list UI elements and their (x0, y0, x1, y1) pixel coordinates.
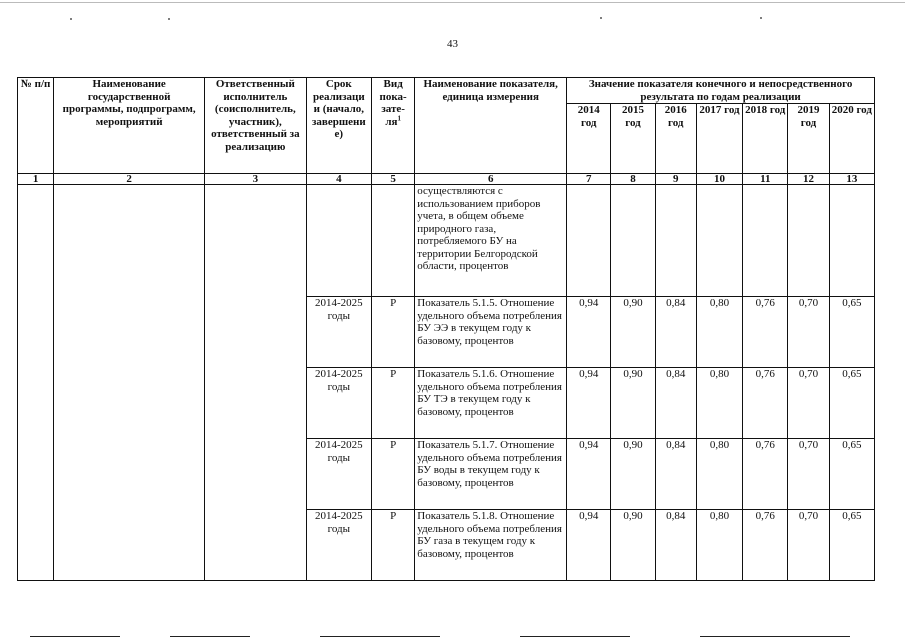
header-indicator-type: Вид пока- зате- $ля^1$ (372, 78, 415, 174)
scan-artifact (600, 17, 602, 19)
cell-period-empty (306, 185, 371, 297)
column-numbers-row (18, 174, 875, 185)
header-year: 2019 год (788, 104, 829, 174)
column-number: 1 (18, 174, 54, 185)
cell-value: 0,65 (829, 297, 874, 368)
header-year: 2014 год (567, 104, 611, 174)
cell-indicator: Показатель 5.1.5. Отношение удельного объема потребления БУ ЭЭ в текущем году к базовому, процентов (415, 297, 567, 368)
cell-value: 0,80 (696, 510, 742, 581)
cell-value-empty (611, 185, 655, 297)
cell-value: 0,80 (696, 368, 742, 439)
cell-value-empty (696, 185, 742, 297)
cell-value: 0,65 (829, 439, 874, 510)
cell-value: 0,65 (829, 510, 874, 581)
header-row-1 (18, 78, 875, 104)
scan-artifact (70, 18, 72, 20)
table-row-continuation (18, 185, 875, 297)
cell-value: 0,90 (611, 368, 655, 439)
cell-indicator: Показатель 5.1.8. Отношение удельного объема потребления БУ газа в текущем году к базовому, процентов (415, 510, 567, 581)
cell-value: 0,84 (655, 439, 696, 510)
scan-edge-bottom (320, 636, 440, 637)
cell-indicator: Показатель 5.1.6. Отношение удельного объема потребления БУ ТЭ в текущем году к базовому, процентов (415, 368, 567, 439)
cell-value: 0,70 (788, 297, 829, 368)
column-number: 2 (54, 174, 205, 185)
cell-value: 0,76 (743, 368, 788, 439)
cell-value: 0,76 (743, 439, 788, 510)
column-number: 10 (696, 174, 742, 185)
cell-value: 0,84 (655, 510, 696, 581)
cell-value: 0,70 (788, 439, 829, 510)
column-number: 4 (306, 174, 371, 185)
cell-value: 0,84 (655, 368, 696, 439)
cell-value: 0,94 (567, 439, 611, 510)
column-number: 12 (788, 174, 829, 185)
column-number: 11 (743, 174, 788, 185)
header-program-name: Наименование государственной программы, подпрограмм, мероприятий (54, 78, 205, 174)
header-year: 2016 год (655, 104, 696, 174)
cell-value: 0,94 (567, 368, 611, 439)
header-period: Срок реализаци и (начало, завершени е) (306, 78, 371, 174)
cell-period: 2014-2025 годы (306, 439, 371, 510)
header-number: № п/п (18, 78, 54, 174)
column-number: 3 (205, 174, 307, 185)
cell-value: 0,70 (788, 510, 829, 581)
cell-value: 0,80 (696, 439, 742, 510)
cell-value: 0,65 (829, 368, 874, 439)
cell-indicator-type: Р (372, 510, 415, 581)
cell-value: 0,90 (611, 439, 655, 510)
column-number: 8 (611, 174, 655, 185)
header-year: 2017 год (696, 104, 742, 174)
cell-type-empty (372, 185, 415, 297)
scan-edge-bottom (170, 636, 250, 637)
cell-value: 0,76 (743, 297, 788, 368)
scan-edge-bottom (700, 636, 850, 637)
header-indicator-name: Наименование показателя, единица измерения (415, 78, 567, 174)
page-number: 43 (447, 38, 458, 50)
cell-value-empty (743, 185, 788, 297)
cell-value: 0,70 (788, 368, 829, 439)
cell-indicator-type: Р (372, 297, 415, 368)
header-year: 2015 год (611, 104, 655, 174)
cell-number-empty (18, 185, 54, 581)
column-number: 13 (829, 174, 874, 185)
column-number: 6 (415, 174, 567, 185)
cell-indicator: Показатель 5.1.7. Отношение удельного объема потребления БУ воды в текущем году к базовому, процентов (415, 439, 567, 510)
cell-indicator-type: Р (372, 439, 415, 510)
column-number: 7 (567, 174, 611, 185)
cell-indicator-continuation: осуществляются с использованием приборов учета, в общем объеме природного газа, потребляемого БУ на территории Белгородской области, процентов (415, 185, 567, 297)
cell-value: 0,94 (567, 510, 611, 581)
scan-edge-top (0, 2, 905, 3)
cell-value-empty (567, 185, 611, 297)
cell-value: 0,94 (567, 297, 611, 368)
scan-edge-bottom (520, 636, 630, 637)
cell-value: 0,76 (743, 510, 788, 581)
header-responsible: Ответственный исполнитель (соисполнитель, участник), ответственный за реализацию (205, 78, 307, 174)
scan-artifact (168, 18, 170, 20)
header-year: 2018 год (743, 104, 788, 174)
cell-value: 0,90 (611, 297, 655, 368)
column-number: 9 (655, 174, 696, 185)
header-year: 2020 год (829, 104, 874, 174)
cell-period: 2014-2025 годы (306, 297, 371, 368)
cell-value-empty (655, 185, 696, 297)
cell-value-empty (788, 185, 829, 297)
indicator-table (17, 77, 875, 581)
column-number: 5 (372, 174, 415, 185)
cell-value: 0,80 (696, 297, 742, 368)
cell-value: 0,84 (655, 297, 696, 368)
scan-edge-bottom (30, 636, 120, 637)
cell-value: 0,90 (611, 510, 655, 581)
scan-artifact (760, 17, 762, 19)
cell-indicator-type: Р (372, 368, 415, 439)
cell-period: 2014-2025 годы (306, 368, 371, 439)
cell-responsible-empty (205, 185, 307, 581)
header-values-group: Значение показателя конечного и непосредственного результата по годам реализации (567, 78, 875, 104)
cell-program-empty (54, 185, 205, 581)
cell-value-empty (829, 185, 874, 297)
cell-period: 2014-2025 годы (306, 510, 371, 581)
